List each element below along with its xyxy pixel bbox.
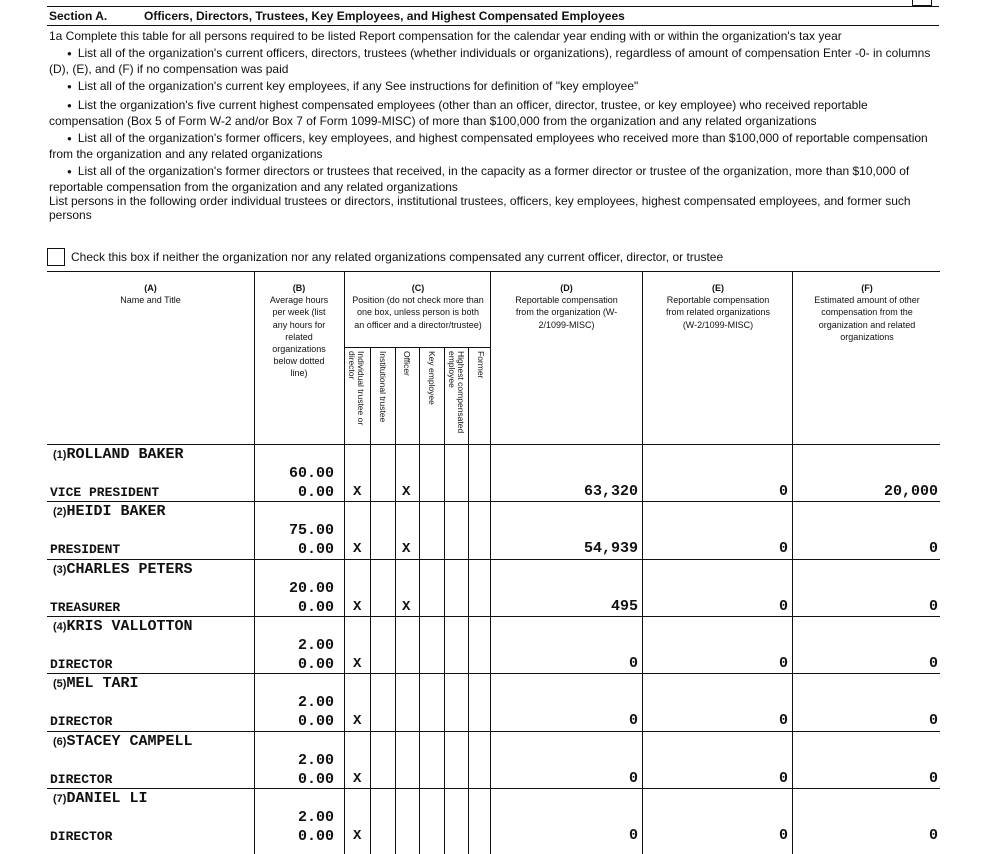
hours-org: 60.00 bbox=[288, 465, 334, 482]
reportable-comp-related: 0 bbox=[778, 483, 788, 500]
col-c-header: (C) Position (do not check more than one box, unless person is both an officer and a director/trustee) bbox=[352, 283, 484, 330]
reportable-comp-org: 0 bbox=[628, 712, 638, 730]
instruction-bullet: ● List the organization's five current highest compensated employees (other than an officer, director, trustee, or key employee) who received reportable compensation (Box 5 of Form W-2 and/or Box 7 of Form 1099-MISC) of more than $100,000 from the organization and any related organizations bbox=[49, 98, 939, 128]
hours-org: 2.00 bbox=[297, 808, 334, 826]
row-divider bbox=[47, 616, 940, 617]
person-title: PRESIDENT bbox=[50, 542, 121, 558]
position-divider bbox=[468, 347, 469, 854]
instructions bbox=[49, 29, 939, 222]
position-label-officer: Officer bbox=[402, 351, 412, 376]
position-label-former: Former bbox=[476, 351, 486, 379]
reportable-comp-org: 54,939 bbox=[583, 540, 638, 558]
person-name: (1)ROLLAND BAKER bbox=[53, 446, 184, 463]
col-a-header: (A) Name and Title bbox=[120, 283, 181, 306]
section-heading bbox=[49, 9, 625, 23]
other-comp: 0 bbox=[928, 712, 938, 730]
position-header-rule bbox=[344, 347, 490, 348]
person-title: DIRECTOR bbox=[50, 656, 113, 672]
reportable-comp-org: 495 bbox=[610, 597, 638, 615]
position-divider bbox=[370, 347, 371, 854]
person-title: VICE PRESIDENT bbox=[50, 485, 160, 500]
col-e-header: (E) Reportable compensation from related organizations (W-2/1099-MISC) bbox=[665, 283, 771, 330]
other-comp: 20,000 bbox=[883, 483, 938, 500]
individual-trustee-check: X bbox=[353, 598, 362, 615]
hours-related: 0.00 bbox=[297, 770, 334, 788]
officer-check: X bbox=[402, 598, 411, 615]
position-divider bbox=[395, 347, 396, 854]
person-title: TREASURER bbox=[50, 599, 121, 615]
instruction-order-note: List persons in the following order individual trustees or directors, institutional trustees, officers, key employees, highest compensated employees, and former such persons bbox=[49, 194, 911, 222]
row-divider bbox=[47, 731, 940, 732]
hours-related: 0.00 bbox=[297, 655, 334, 673]
no-compensation-checkbox[interactable] bbox=[47, 248, 65, 266]
person-name: (4)KRIS VALLOTTON bbox=[53, 617, 193, 635]
other-comp: 0 bbox=[928, 826, 938, 844]
instruction-1a: 1a Complete this table for all persons required to be listed Report compensation for the calendar year ending with or within the organization's tax year bbox=[49, 29, 842, 43]
row-divider bbox=[47, 673, 940, 674]
person-name: (5)MEL TARI bbox=[53, 675, 139, 693]
hours-org: 2.00 bbox=[297, 636, 334, 654]
reportable-comp-org: 63,320 bbox=[583, 483, 638, 500]
instruction-bullet: ● List all of the organization's current key employees, if any See instructions for definition of "key employee" bbox=[49, 79, 939, 95]
col-divider bbox=[490, 272, 491, 854]
individual-trustee-check: X bbox=[353, 541, 362, 558]
reportable-comp-related: 0 bbox=[778, 712, 788, 730]
reportable-comp-related: 0 bbox=[778, 540, 788, 558]
rule bbox=[47, 6, 939, 7]
individual-trustee-check: X bbox=[353, 827, 362, 844]
reportable-comp-related: 0 bbox=[778, 597, 788, 615]
no-compensation-check-row bbox=[47, 248, 723, 266]
hours-related: 0.00 bbox=[297, 713, 334, 731]
reportable-comp-related: 0 bbox=[778, 654, 788, 672]
instruction-bullet: ● List all of the organization's current officers, directors, trustees (whether individuals or organizations), regardless of amount of compensation Enter -0- in columns (D), (E), and (F) if no compensation was paid bbox=[49, 46, 939, 76]
hours-related: 0.00 bbox=[297, 827, 334, 845]
col-divider bbox=[344, 272, 345, 854]
person-title: DIRECTOR bbox=[50, 771, 113, 787]
person-name: (7)DANIEL LI bbox=[53, 789, 148, 807]
officer-check: X bbox=[402, 484, 411, 500]
section-title: Officers, Directors, Trustees, Key Employees, and Highest Compensated Employees bbox=[144, 9, 625, 23]
instruction-bullet: ● List all of the organization's former directors or trustees that received, in the capacity as a former director or trustee of the organization, more than $10,000 of reportable compensation from the organization and any related organizations bbox=[49, 164, 939, 194]
row-divider bbox=[47, 788, 940, 789]
reportable-comp-related: 0 bbox=[778, 826, 788, 844]
reportable-comp-org: 0 bbox=[628, 826, 638, 844]
person-name: (3)CHARLES PETERS bbox=[53, 560, 193, 578]
person-title: DIRECTOR bbox=[50, 714, 113, 730]
col-divider bbox=[792, 272, 793, 854]
col-d-header: (D) Reportable compensation from the organization (W-2/1099-MISC) bbox=[515, 283, 618, 330]
position-label-highest-compensated: Highest compensated employee bbox=[447, 351, 466, 434]
hours-related: 0.00 bbox=[297, 484, 334, 501]
hours-org: 2.00 bbox=[297, 694, 334, 712]
position-divider bbox=[419, 347, 420, 854]
row-divider bbox=[47, 501, 940, 502]
position-label-institutional-trustee: Institutional trustee bbox=[378, 351, 388, 423]
row-divider bbox=[47, 559, 940, 560]
individual-trustee-check: X bbox=[353, 655, 362, 672]
position-label-individual-trustee: Individual trustee or director bbox=[347, 351, 366, 426]
other-comp: 0 bbox=[928, 654, 938, 672]
person-name: (6)STACEY CAMPELL bbox=[53, 732, 193, 750]
instruction-bullet: ● List all of the organization's former officers, key employees, and highest compensated employees who received more than $100,000 of reportable compensation from the organization and any related organizations bbox=[49, 131, 939, 161]
person-title: DIRECTOR bbox=[50, 828, 113, 844]
hours-org: 2.00 bbox=[297, 751, 334, 769]
hours-related: 0.00 bbox=[297, 541, 334, 559]
hours-org: 75.00 bbox=[288, 522, 334, 540]
rule bbox=[47, 25, 939, 26]
individual-trustee-check: X bbox=[353, 770, 362, 787]
hours-org: 20.00 bbox=[288, 579, 334, 597]
other-comp: 0 bbox=[928, 540, 938, 558]
officer-check: X bbox=[402, 541, 411, 558]
section-label: Section A. bbox=[49, 9, 108, 23]
row-divider bbox=[47, 444, 940, 445]
individual-trustee-check: X bbox=[353, 484, 362, 500]
reportable-comp-org: 0 bbox=[628, 769, 638, 787]
reportable-comp-org: 0 bbox=[628, 654, 638, 672]
person-name: (2)HEIDI BAKER bbox=[53, 503, 166, 521]
compensation-table bbox=[47, 271, 940, 854]
position-label-key-employee: Key employee bbox=[427, 351, 437, 405]
other-comp: 0 bbox=[928, 769, 938, 787]
hours-related: 0.00 bbox=[297, 598, 334, 616]
no-compensation-text: Check this box if neither the organization nor any related organizations compensated any current officer, director, or trustee bbox=[71, 250, 724, 264]
col-divider bbox=[642, 272, 643, 854]
individual-trustee-check: X bbox=[353, 713, 362, 730]
other-comp: 0 bbox=[928, 597, 938, 615]
position-divider bbox=[444, 347, 445, 854]
reportable-comp-related: 0 bbox=[778, 769, 788, 787]
col-b-header: (B) Average hours per week (list any hours for related organizations below dotted line) bbox=[269, 283, 329, 379]
col-f-header: (F) Estimated amount of other compensation from the organization and related organizations bbox=[814, 283, 920, 342]
